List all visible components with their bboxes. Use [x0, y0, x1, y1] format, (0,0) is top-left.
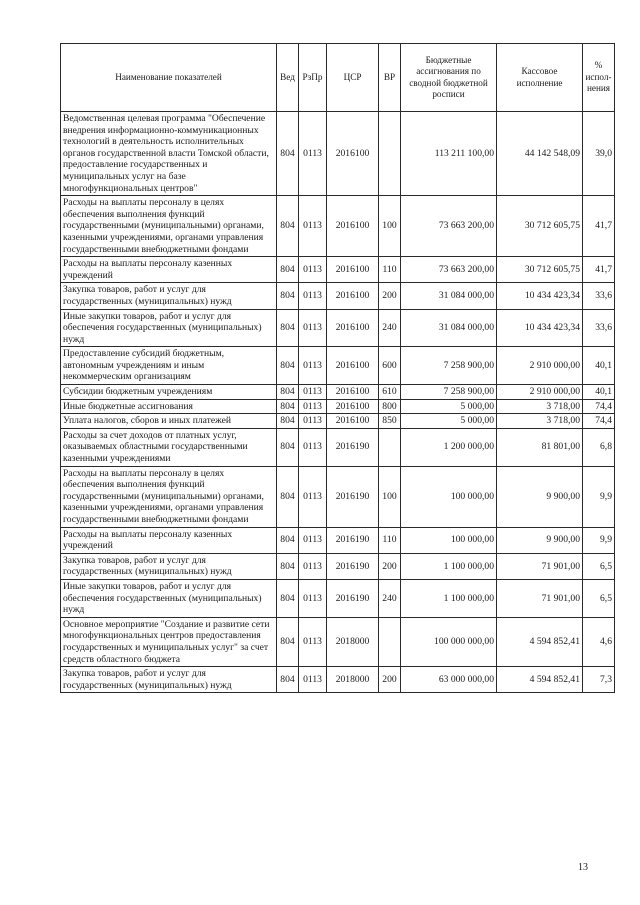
- table-row: [61, 527, 615, 553]
- row-budget-cell: 113 211 100,00: [401, 112, 497, 196]
- row-name-cell: Закупка товаров, работ и услуг для государственных (муниципальных) нужд: [61, 667, 277, 693]
- row-ved-cell: 804: [277, 428, 299, 466]
- row-name-cell: Расходы за счет доходов от платных услуг, оказываемых областными государственными казенными учреждениями: [61, 428, 277, 466]
- row-budget-cell: 5 000,00: [401, 399, 497, 414]
- row-rzpr-cell: 0113: [299, 112, 327, 196]
- row-ved-cell: 804: [277, 196, 299, 257]
- row-budget-cell: 31 084 000,00: [401, 283, 497, 309]
- row-name-cell: Иные бюджетные ассигнования: [61, 399, 277, 414]
- table-row: [61, 257, 615, 283]
- row-csr-cell: 2016100: [327, 399, 379, 414]
- row-vr-cell: 600: [379, 347, 401, 385]
- header-name: Наименование показателей: [61, 44, 277, 112]
- row-vr-cell: 200: [379, 667, 401, 693]
- row-ved-cell: 804: [277, 385, 299, 400]
- row-budget-cell: 1 100 000,00: [401, 579, 497, 617]
- budget-execution-table: [60, 43, 615, 693]
- table-row: [61, 667, 615, 693]
- table-row: [61, 428, 615, 466]
- row-csr-cell: 2016100: [327, 347, 379, 385]
- row-ved-cell: 804: [277, 414, 299, 429]
- row-ved-cell: 804: [277, 527, 299, 553]
- row-name-cell: Закупка товаров, работ и услуг для государственных (муниципальных) нужд: [61, 283, 277, 309]
- row-csr-cell: 2016100: [327, 385, 379, 400]
- row-percent-cell: 4,6: [583, 617, 615, 666]
- row-rzpr-cell: 0113: [299, 414, 327, 429]
- row-vr-cell: 610: [379, 385, 401, 400]
- row-ved-cell: 804: [277, 309, 299, 347]
- row-ved-cell: 804: [277, 466, 299, 527]
- row-cash-cell: 2 910 000,00: [497, 347, 583, 385]
- row-csr-cell: 2016190: [327, 527, 379, 553]
- row-budget-cell: 73 663 200,00: [401, 257, 497, 283]
- row-csr-cell: 2016190: [327, 579, 379, 617]
- row-cash-cell: 10 434 423,34: [497, 309, 583, 347]
- row-percent-cell: 6,5: [583, 553, 615, 579]
- header-rzpr: РзПр: [299, 44, 327, 112]
- row-cash-cell: 44 142 548,09: [497, 112, 583, 196]
- row-budget-cell: 5 000,00: [401, 414, 497, 429]
- row-cash-cell: 3 718,00: [497, 414, 583, 429]
- row-percent-cell: 41,7: [583, 196, 615, 257]
- row-rzpr-cell: 0113: [299, 196, 327, 257]
- row-cash-cell: 4 594 852,41: [497, 667, 583, 693]
- table-row: [61, 347, 615, 385]
- row-rzpr-cell: 0113: [299, 385, 327, 400]
- row-rzpr-cell: 0113: [299, 257, 327, 283]
- row-vr-cell: 800: [379, 399, 401, 414]
- row-rzpr-cell: 0113: [299, 553, 327, 579]
- row-ved-cell: 804: [277, 257, 299, 283]
- row-name-cell: Предоставление субсидий бюджетным, автономным учреждениям и иным некоммерческим организациям: [61, 347, 277, 385]
- row-budget-cell: 73 663 200,00: [401, 196, 497, 257]
- row-budget-cell: 1 100 000,00: [401, 553, 497, 579]
- page-number: 13: [578, 862, 588, 873]
- row-csr-cell: 2016100: [327, 309, 379, 347]
- row-cash-cell: 71 901,00: [497, 553, 583, 579]
- row-vr-cell: [379, 112, 401, 196]
- row-cash-cell: 10 434 423,34: [497, 283, 583, 309]
- row-budget-cell: 7 258 900,00: [401, 347, 497, 385]
- row-budget-cell: 1 200 000,00: [401, 428, 497, 466]
- header-ved: Вед: [277, 44, 299, 112]
- table-row: [61, 414, 615, 429]
- row-name-cell: Уплата налогов, сборов и иных платежей: [61, 414, 277, 429]
- row-ved-cell: 804: [277, 399, 299, 414]
- table-row: [61, 196, 615, 257]
- row-rzpr-cell: 0113: [299, 428, 327, 466]
- row-percent-cell: 74,4: [583, 399, 615, 414]
- row-name-cell: Расходы на выплаты персоналу в целях обеспечения выполнения функций государственными (муниципальными) органами, казенными учреждениями, органами управления государственными внебюджетными фондами: [61, 466, 277, 527]
- header-percent: % испол-нения: [583, 44, 615, 112]
- row-csr-cell: 2016100: [327, 414, 379, 429]
- row-name-cell: Основное мероприятие "Создание и развитие сети многофункциональных центров предоставления государственных и муниципальных услуг" за счет средств областного бюджета: [61, 617, 277, 666]
- row-vr-cell: 200: [379, 553, 401, 579]
- row-rzpr-cell: 0113: [299, 347, 327, 385]
- row-csr-cell: 2016100: [327, 283, 379, 309]
- row-vr-cell: 240: [379, 309, 401, 347]
- table-body: [61, 112, 615, 693]
- row-vr-cell: 100: [379, 196, 401, 257]
- row-percent-cell: 74,4: [583, 414, 615, 429]
- row-csr-cell: 2016100: [327, 257, 379, 283]
- table-row: [61, 617, 615, 666]
- row-vr-cell: 240: [379, 579, 401, 617]
- row-name-cell: Закупка товаров, работ и услуг для государственных (муниципальных) нужд: [61, 553, 277, 579]
- table-row: [61, 385, 615, 400]
- table-row: [61, 283, 615, 309]
- row-vr-cell: 200: [379, 283, 401, 309]
- row-percent-cell: 9,9: [583, 527, 615, 553]
- header-vr: ВР: [379, 44, 401, 112]
- header-cash: Кассовое исполнение: [497, 44, 583, 112]
- header-budget: Бюджетные ассигнования по сводной бюджетной росписи: [401, 44, 497, 112]
- row-vr-cell: 850: [379, 414, 401, 429]
- row-name-cell: Ведомственная целевая программа "Обеспечение внедрения информационно-коммуникационных технологий в деятельность исполнительных органов государственной власти Томской области, предоставление государственных и муниципальных услуг на базе многофункциональных центров": [61, 112, 277, 196]
- row-budget-cell: 100 000,00: [401, 466, 497, 527]
- row-name-cell: Расходы на выплаты персоналу в целях обеспечения выполнения функций государственными (муниципальными) органами, казенными учреждениями, органами управления государственными внебюджетными фондами: [61, 196, 277, 257]
- row-percent-cell: 7,3: [583, 667, 615, 693]
- row-rzpr-cell: 0113: [299, 617, 327, 666]
- row-cash-cell: 81 801,00: [497, 428, 583, 466]
- row-csr-cell: 2016190: [327, 428, 379, 466]
- row-percent-cell: 39,0: [583, 112, 615, 196]
- row-cash-cell: 9 900,00: [497, 527, 583, 553]
- row-name-cell: Расходы на выплаты персоналу казенных учреждений: [61, 257, 277, 283]
- table-row: [61, 466, 615, 527]
- row-vr-cell: 100: [379, 466, 401, 527]
- row-budget-cell: 100 000 000,00: [401, 617, 497, 666]
- row-rzpr-cell: 0113: [299, 466, 327, 527]
- row-csr-cell: 2016190: [327, 553, 379, 579]
- row-percent-cell: 33,6: [583, 283, 615, 309]
- row-rzpr-cell: 0113: [299, 283, 327, 309]
- table-row: [61, 579, 615, 617]
- row-budget-cell: 63 000 000,00: [401, 667, 497, 693]
- row-ved-cell: 804: [277, 347, 299, 385]
- row-rzpr-cell: 0113: [299, 667, 327, 693]
- table-row: [61, 553, 615, 579]
- table-row: [61, 309, 615, 347]
- row-ved-cell: 804: [277, 553, 299, 579]
- row-budget-cell: 100 000,00: [401, 527, 497, 553]
- row-budget-cell: 7 258 900,00: [401, 385, 497, 400]
- row-cash-cell: 3 718,00: [497, 399, 583, 414]
- row-ved-cell: 804: [277, 112, 299, 196]
- row-cash-cell: 2 910 000,00: [497, 385, 583, 400]
- row-vr-cell: [379, 428, 401, 466]
- row-cash-cell: 9 900,00: [497, 466, 583, 527]
- row-rzpr-cell: 0113: [299, 399, 327, 414]
- row-percent-cell: 6,5: [583, 579, 615, 617]
- row-cash-cell: 71 901,00: [497, 579, 583, 617]
- row-vr-cell: 110: [379, 257, 401, 283]
- row-cash-cell: 30 712 605,75: [497, 257, 583, 283]
- row-vr-cell: 110: [379, 527, 401, 553]
- table-header-row: [61, 44, 615, 112]
- row-ved-cell: 804: [277, 617, 299, 666]
- row-csr-cell: 2018000: [327, 667, 379, 693]
- row-percent-cell: 40,1: [583, 385, 615, 400]
- row-cash-cell: 30 712 605,75: [497, 196, 583, 257]
- header-csr: ЦСР: [327, 44, 379, 112]
- row-percent-cell: 9,9: [583, 466, 615, 527]
- row-ved-cell: 804: [277, 667, 299, 693]
- row-csr-cell: 2016190: [327, 466, 379, 527]
- row-rzpr-cell: 0113: [299, 527, 327, 553]
- row-percent-cell: 40,1: [583, 347, 615, 385]
- row-percent-cell: 6,8: [583, 428, 615, 466]
- table-row: [61, 399, 615, 414]
- row-vr-cell: [379, 617, 401, 666]
- row-rzpr-cell: 0113: [299, 579, 327, 617]
- row-name-cell: Иные закупки товаров, работ и услуг для обеспечения государственных (муниципальных) нужд: [61, 309, 277, 347]
- row-budget-cell: 31 084 000,00: [401, 309, 497, 347]
- row-csr-cell: 2016100: [327, 196, 379, 257]
- row-name-cell: Расходы на выплаты персоналу казенных учреждений: [61, 527, 277, 553]
- row-rzpr-cell: 0113: [299, 309, 327, 347]
- row-ved-cell: 804: [277, 579, 299, 617]
- table-row: [61, 112, 615, 196]
- row-percent-cell: 33,6: [583, 309, 615, 347]
- row-name-cell: Субсидии бюджетным учреждениям: [61, 385, 277, 400]
- row-cash-cell: 4 594 852,41: [497, 617, 583, 666]
- row-csr-cell: 2016100: [327, 112, 379, 196]
- row-name-cell: Иные закупки товаров, работ и услуг для обеспечения государственных (муниципальных) нужд: [61, 579, 277, 617]
- row-ved-cell: 804: [277, 283, 299, 309]
- row-percent-cell: 41,7: [583, 257, 615, 283]
- row-csr-cell: 2018000: [327, 617, 379, 666]
